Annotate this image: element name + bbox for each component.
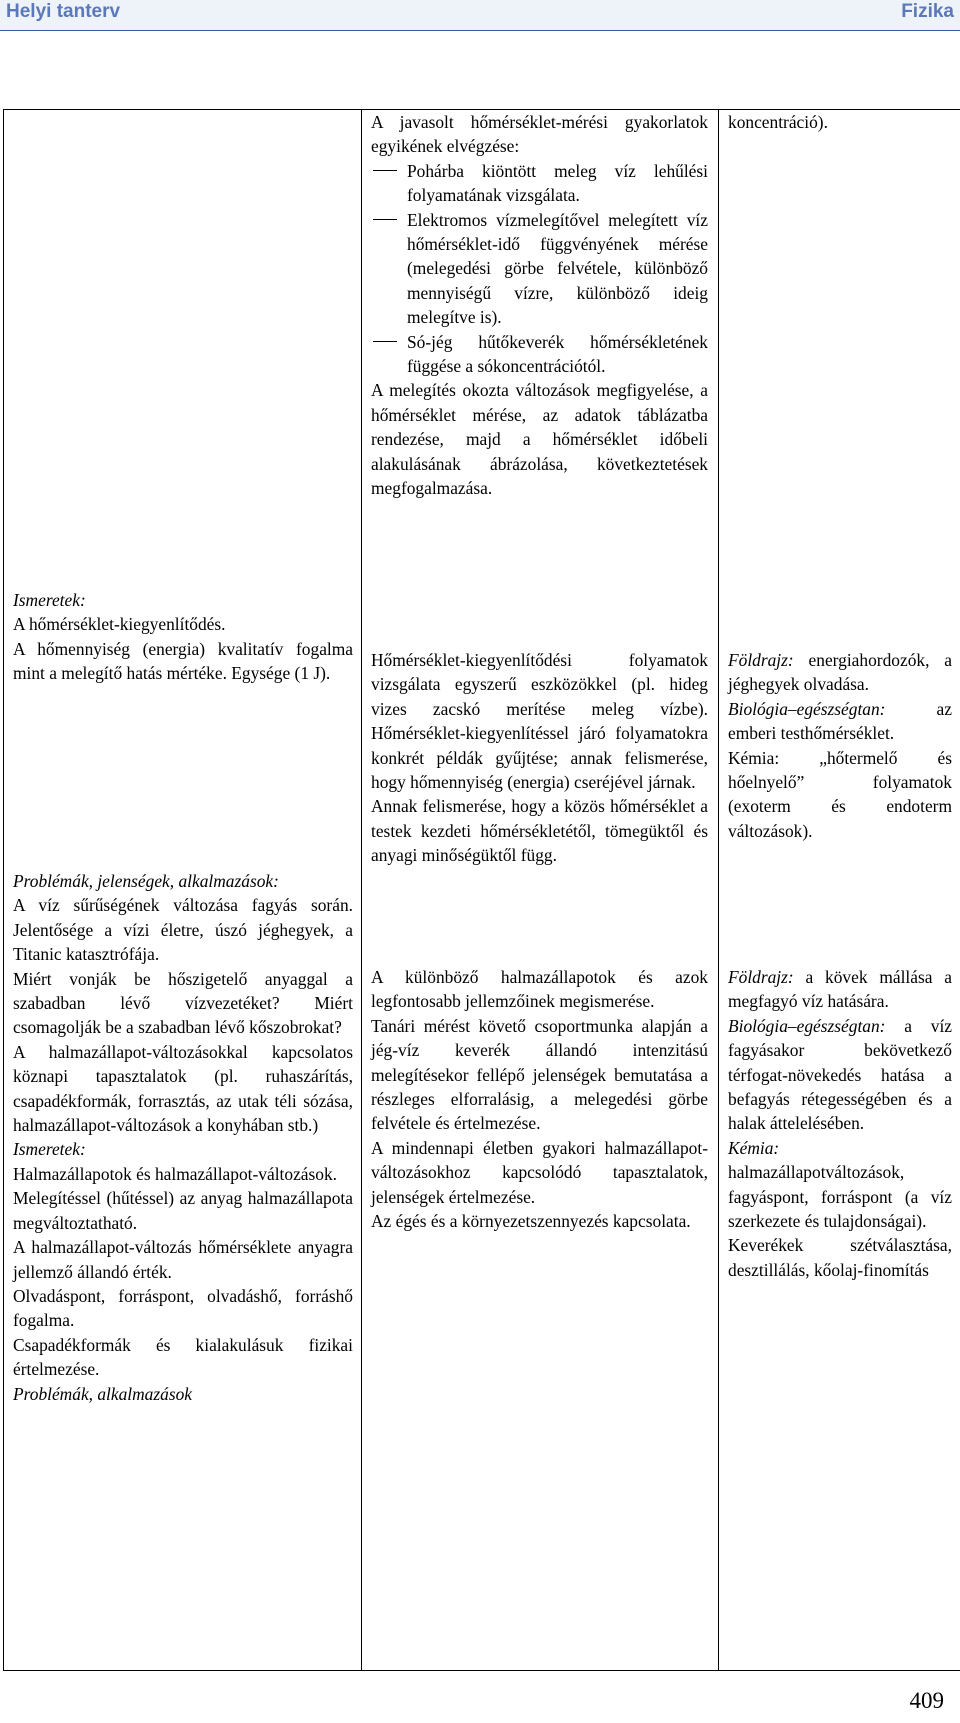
paragraph: A halmazállapot-változásokkal kapcsolatos köznapi tapasztalatok (pl. ruhaszárítás, csapadékformák, forrasztás, az utak téli sózása, halmazállapot-változások a konyhában stb.) (13, 1041, 353, 1136)
paragraph: Melegítéssel (hűtéssel) az anyag halmazállapota megváltoztatható. (13, 1188, 353, 1233)
page-number: 409 (909, 1688, 944, 1713)
paragraph: Olvadáspont, forráspont, olvadáshő, forráshő fogalma. (13, 1285, 353, 1331)
activities-block-2 (362, 648, 718, 868)
paragraph: A mindennapi életben gyakori halmazállapot-változásokhoz kapcsolódó tapasztalatok, jelenségek értelmezése. (371, 1137, 708, 1207)
connections-block-2 (719, 965, 960, 1282)
paragraph: Biológia–egészségtan: az emberi testhőmérséklet. (728, 698, 952, 744)
paragraph: A melegítés okozta változások megfigyelése, a hőmérséklet mérése, az adatok táblázatba rendezése, majd a hőmérséklet időbeli alakulásának ábrázolása, következtetések megfogalmazása. (371, 380, 708, 499)
activities-column (362, 110, 719, 1671)
knowledge-column (4, 110, 362, 1671)
paragraph: Annak felismerése, hogy a közös hőmérséklet a testek kezdeti hőmérsékletétől, tömegüktől és anyagi minőségüktől függ. (371, 796, 708, 866)
paragraph: koncentráció). (728, 112, 828, 132)
paragraph: Miért vonják be hőszigetelő anyaggal a szabadban lévő vízvezetéket? Miért csomagolják be a szabadban lévő kőszobrokat? (13, 968, 353, 1038)
header-right-subject: Fizika (901, 1, 954, 22)
paragraph: A halmazállapot-változás hőmérséklete anyagra jellemző állandó érték. (13, 1237, 353, 1282)
paragraph: Csapadékformák és kialakulásuk fizikai értelmezése. (13, 1334, 353, 1380)
paragraph: Kémia: halmazállapotváltozások, fagyáspont, forráspont (a víz szerkezete és tulajdonságai). (728, 1137, 952, 1232)
list-item: Elektromos vízmelegítővel melegített víz hőmérséklet-idő függvényének mérése (melegedési görbe felvétele, különböző mennyiségű vízre, különböző ideig melegítve is). (371, 208, 708, 330)
connections-column (719, 110, 960, 1671)
paragraph: Tanári mérést követő csoportmunka alapján a jég-víz keverék állandó intenzitású melegítésekor fellépő jelenségek bemutatása a részleges elforralásig, a melegedési görbe felvétele és értelmezése. (371, 1015, 708, 1134)
header-left-title: Helyi tanterv (6, 1, 121, 22)
activities-intro: A javasolt hőmérséklet-mérési gyakorlatok egyikének elvégzése: (371, 112, 708, 157)
list-item: Só-jég hűtőkeverék hőmérsékletének függése a sókoncentrációtól. (371, 330, 708, 379)
paragraph: Hőmérséklet-kiegyenlítődési folyamatok vizsgálata egyszerű eszközökkel (pl. hideg vizes zacskó merítése meleg vízbe). Hőmérséklet-kiegyenlítéssel járó folyamatokra konkrét példák gyűjtése; annak felismerése, hogy hőmennyiség (energia) cseréjével járnak. (371, 650, 708, 793)
paragraph: A hőmennyiség (energia) kvalitatív fogalma mint a melegítő hatás mértéke. Egysége (1 J). (13, 638, 353, 684)
dash-bullet-icon (373, 170, 397, 171)
problems-heading: Problémák, jelenségek, alkalmazások: (13, 871, 279, 891)
problems-footer: Problémák, alkalmazások (13, 1383, 193, 1404)
knowledge-heading-2: Ismeretek: (13, 1139, 86, 1160)
dash-bullet-icon (373, 219, 397, 220)
paragraph: Földrajz: energiahordozók, a jéghegyek olvadása. (728, 650, 952, 695)
paragraph: A víz sűrűségének változása fagyás során. Jelentősége a vízi életre, úszó jéghegyek, a Titanic katasztrófája. (13, 895, 353, 965)
paragraph: Halmazállapotok és halmazállapot-változások. (13, 1163, 338, 1184)
connections-block-1 (719, 648, 960, 843)
curriculum-table (3, 109, 960, 1671)
list-item: Pohárba kiöntött meleg víz lehűlési folyamatának vizsgálata. (371, 159, 708, 208)
paragraph: Biológia–egészségtan: a víz fagyásakor bekövetkező térfogat-növekedés hatása a befagyás rétegességében és a halak áttelelésében. (728, 1015, 952, 1134)
paragraph: Az égés és a környezetszennyezés kapcsolata. (371, 1211, 691, 1232)
knowledge-block-1 (4, 588, 361, 686)
running-header (0, 0, 960, 31)
paragraph: Földrajz: a kövek mállása a megfagyó víz hatására. (728, 967, 952, 1012)
activities-block-3 (362, 965, 718, 1233)
problems-block (4, 869, 361, 1406)
knowledge-heading: Ismeretek: (13, 590, 86, 610)
paragraph: A különböző halmazállapotok és azok legfontosabb jellemzőinek megismerése. (371, 967, 708, 1012)
paragraph: A hőmérséklet-kiegyenlítődés. (13, 614, 226, 635)
paragraph: Kémia: „hőtermelő és hőelnyelő” folyamatok (exoterm és endoterm változások). (728, 747, 952, 841)
paragraph: Keverékek szétválasztása, desztillálás, kőolaj-finomítás (728, 1235, 952, 1280)
dash-bullet-icon (373, 341, 397, 342)
